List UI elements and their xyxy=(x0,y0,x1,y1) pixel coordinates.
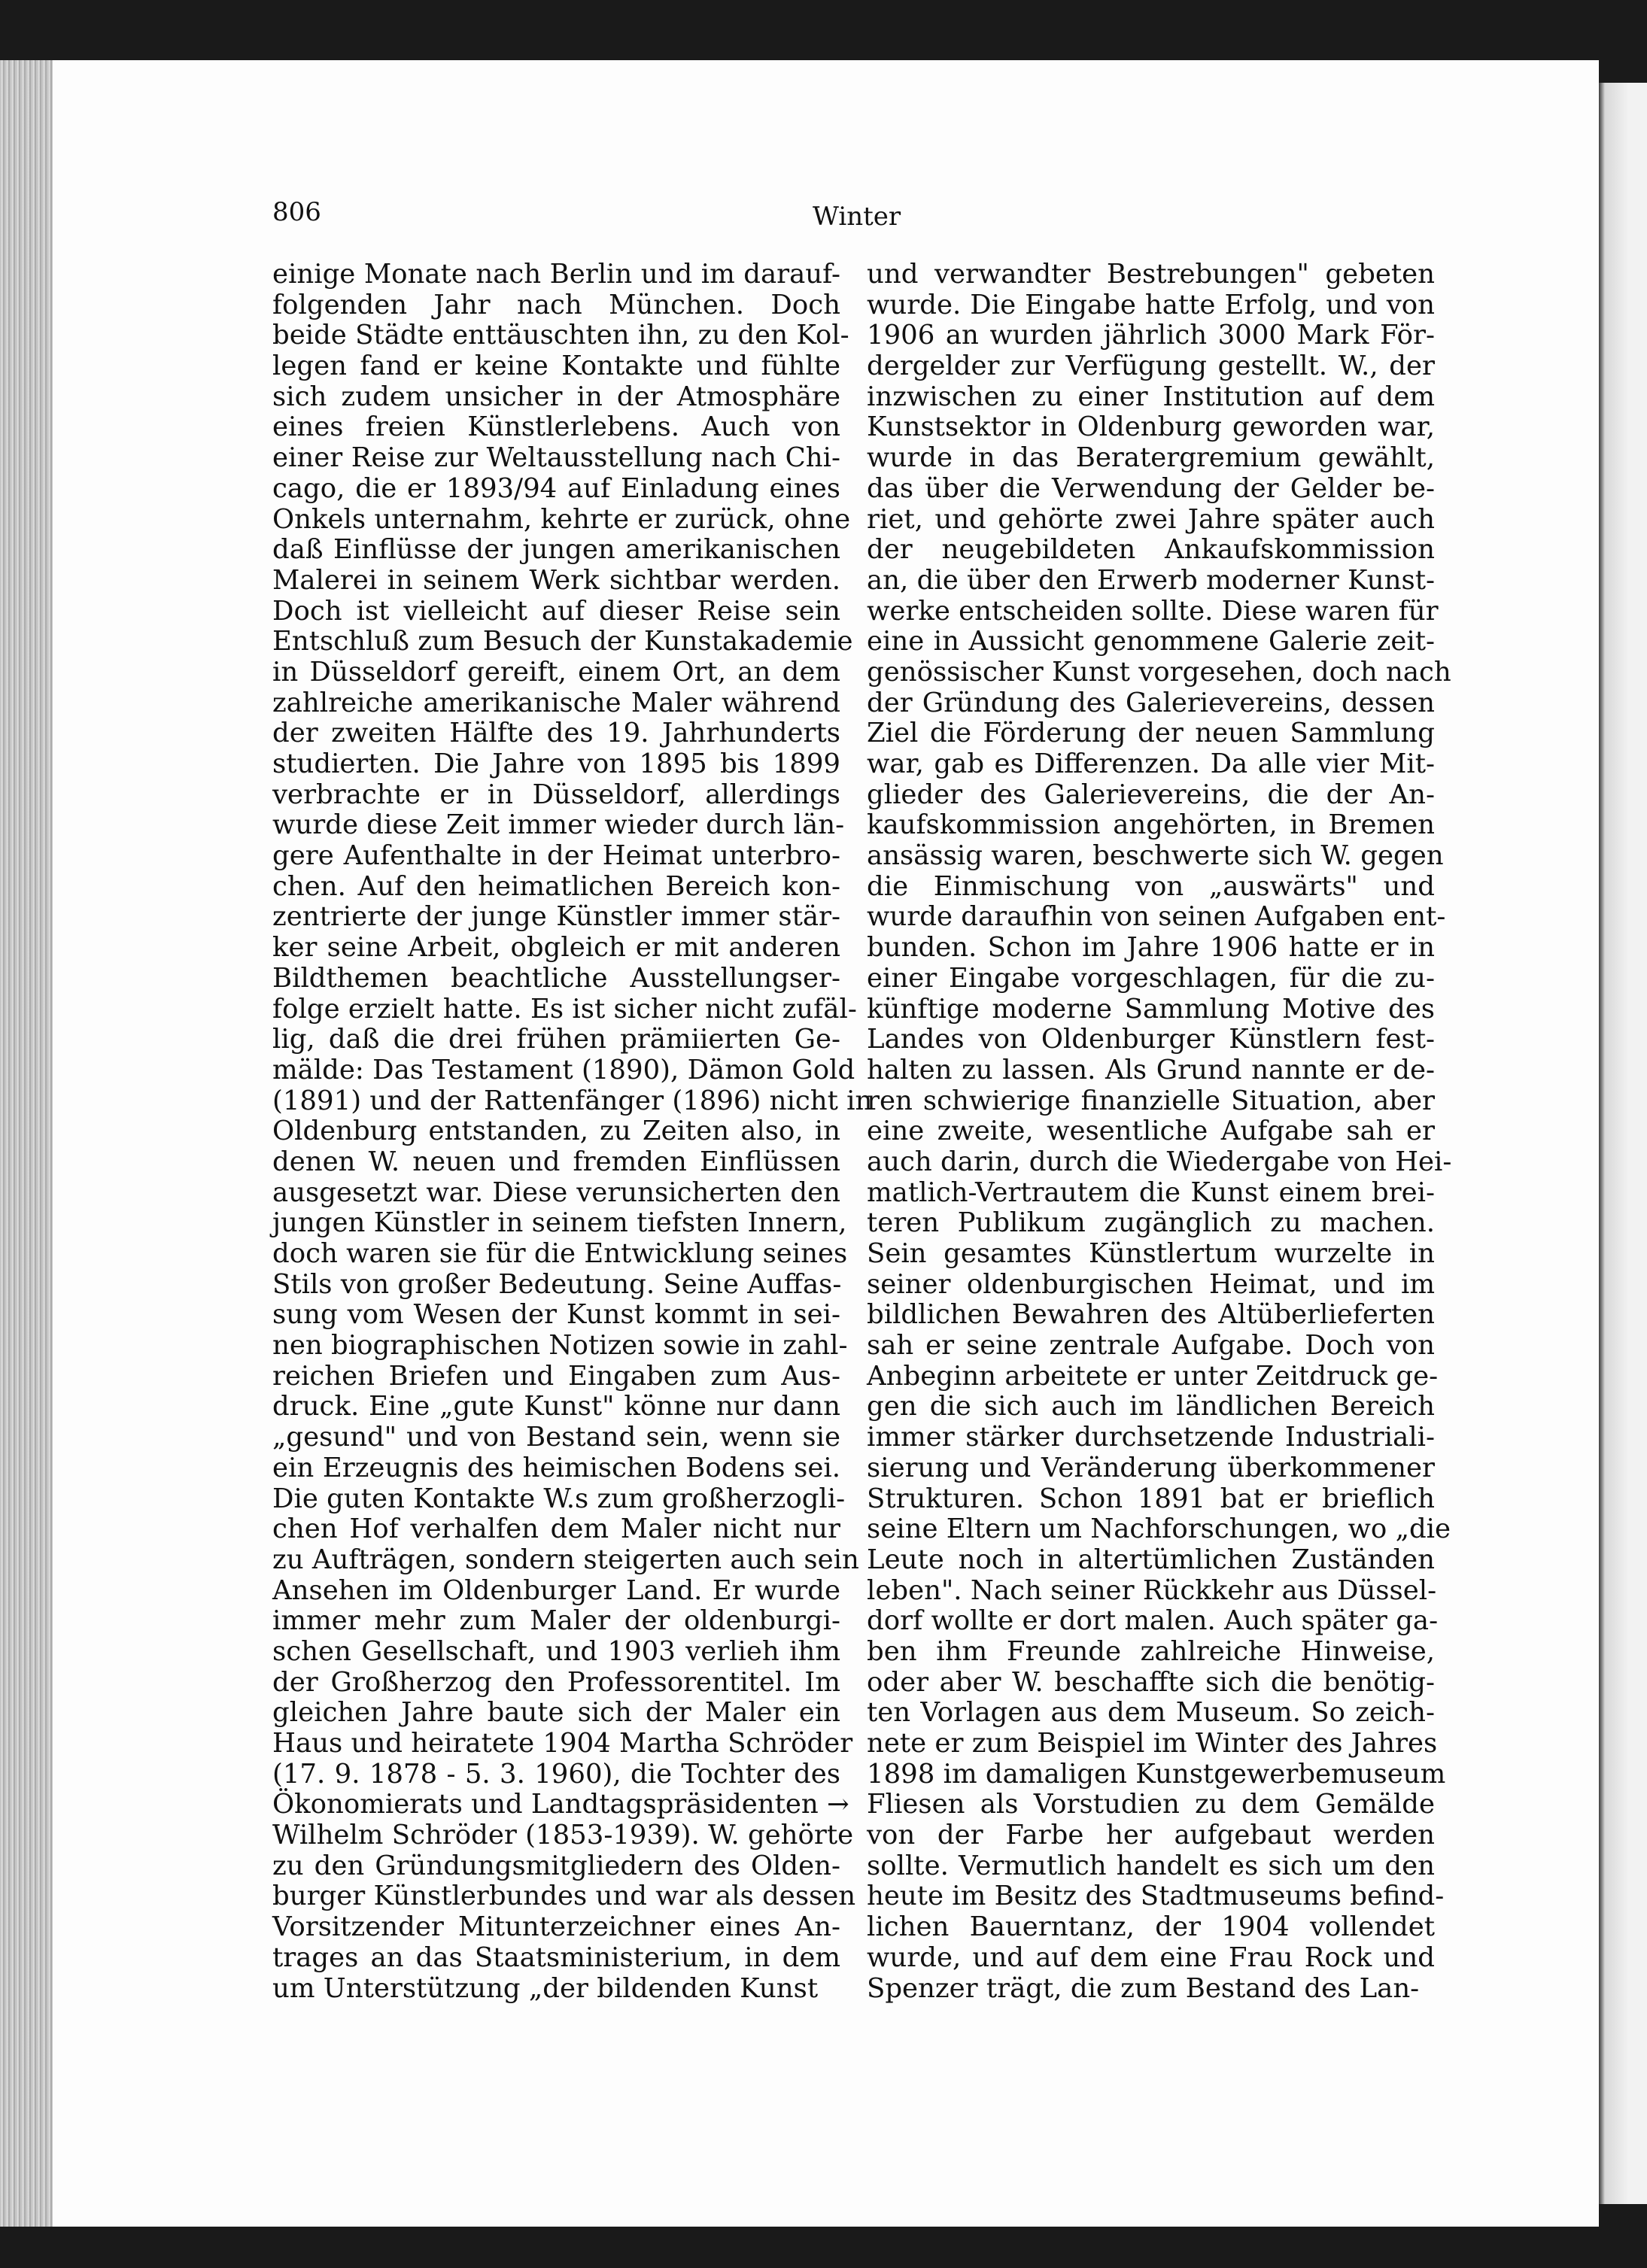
running-head: Winter xyxy=(813,202,901,232)
text-line: Leute noch in altertümlichen Zuständen xyxy=(867,1544,1435,1575)
text-line: denen W. neuen und fremden Einflüssen xyxy=(272,1146,840,1177)
text-line: Landes von Oldenburger Künstlern fest- xyxy=(867,1024,1435,1055)
right-text-column xyxy=(867,259,1452,2004)
text-line: sollte. Vermutlich handelt es sich um den xyxy=(867,1850,1435,1881)
text-line: Malerei in seinem Werk sichtbar werden. xyxy=(272,564,840,596)
text-line: mälde: Das Testament (1890), Dämon Gold xyxy=(272,1054,855,1085)
text-line: gen die sich auch im ländlichen Bereich xyxy=(867,1391,1435,1422)
left-text-column xyxy=(272,259,873,2004)
text-line: halten zu lassen. Als Grund nannte er de- xyxy=(867,1054,1435,1085)
text-line: reichen Briefen und Eingaben zum Aus- xyxy=(272,1360,840,1392)
text-line: oder aber W. beschaffte sich die benötig- xyxy=(867,1666,1435,1698)
text-line: bunden. Schon im Jahre 1906 hatte er in xyxy=(867,932,1435,964)
text-line: cago, die er 1893/94 auf Einladung eines xyxy=(272,472,840,504)
text-line: Spenzer trägt, die zum Bestand des Lan- xyxy=(867,1972,1420,2004)
text-line: werke entscheiden sollte. Diese waren für xyxy=(867,595,1439,627)
text-line: chen. Auf den heimatlichen Bereich kon- xyxy=(272,870,840,902)
text-line: zu den Gründungsmitgliedern des Olden- xyxy=(272,1850,840,1881)
facing-page-edge xyxy=(1599,83,1647,2204)
text-line: ansässig waren, beschwerte sich W. gegen xyxy=(867,840,1444,872)
text-line: ein Erzeugnis des heimischen Bodens sei. xyxy=(272,1452,840,1483)
text-line: gere Aufenthalte in der Heimat unterbro- xyxy=(272,840,840,872)
text-line: heute im Besitz des Stadtmuseums befind- xyxy=(867,1881,1445,1912)
text-line: der zweiten Hälfte des 19. Jahrhunderts xyxy=(272,718,840,749)
text-line: beide Städte enttäuschten ihn, zu den Kol- xyxy=(272,320,849,351)
text-line: und verwandter Bestrebungen" gebeten xyxy=(867,259,1435,290)
text-line: ten Vorlagen aus dem Museum. So zeich- xyxy=(867,1697,1435,1729)
text-line: wurde diese Zeit immer wieder durch län- xyxy=(272,809,845,841)
text-line: lig, daß die drei frühen prämiierten Ge- xyxy=(272,1024,840,1055)
page-number: 806 xyxy=(272,197,321,227)
text-line: der Gründung des Galerievereins, dessen xyxy=(867,687,1435,718)
text-line: nete er zum Beispiel im Winter des Jahres xyxy=(867,1728,1438,1759)
text-line: zahlreiche amerikanische Maler während xyxy=(272,687,840,718)
text-line: seine Eltern um Nachforschungen, wo „die xyxy=(867,1514,1451,1545)
text-line: schen Gesellschaft, und 1903 verlieh ihm xyxy=(272,1635,840,1667)
text-line: Haus und heiratete 1904 Martha Schröder xyxy=(272,1728,853,1759)
text-line: dergelder zur Verfügung gestellt. W., der xyxy=(867,351,1435,382)
text-line: zu Aufträgen, sondern steigerten auch sein xyxy=(272,1544,859,1575)
text-line: immer stärker durchsetzende Industriali- xyxy=(867,1422,1435,1453)
text-line: folgenden Jahr nach München. Doch xyxy=(272,289,840,320)
text-line: wurde, und auf dem eine Frau Rock und xyxy=(867,1942,1435,1973)
text-line: Stils von großer Bedeutung. Seine Auffas- xyxy=(272,1268,842,1300)
text-line: ausgesetzt war. Diese verunsicherten den xyxy=(272,1177,840,1208)
text-line: burger Künstlerbundes und war als dessen xyxy=(272,1881,856,1912)
text-line: 1898 im damaligen Kunstgewerbemuseum xyxy=(867,1758,1446,1790)
text-line: immer mehr zum Maler der oldenburgi- xyxy=(272,1605,840,1637)
text-line: eines freien Künstlerlebens. Auch von xyxy=(272,411,840,443)
text-line: teren Publikum zugänglich zu machen. xyxy=(867,1207,1435,1239)
text-line: Die guten Kontakte W.s zum großherzogli- xyxy=(272,1483,846,1514)
text-line: der neugebildeten Ankaufskommission xyxy=(867,534,1435,566)
text-line: jungen Künstler in seinem tiefsten Innern, xyxy=(272,1207,847,1239)
text-line: eine in Aussicht genommene Galerie zeit- xyxy=(867,626,1435,657)
text-line: sah er seine zentrale Aufgabe. Doch von xyxy=(867,1330,1435,1362)
text-line: einer Reise zur Weltausstellung nach Chi- xyxy=(272,442,840,474)
text-line: Ziel die Förderung der neuen Sammlung xyxy=(867,718,1435,749)
text-line: Onkels unternahm, kehrte er zurück, ohne xyxy=(272,503,851,535)
text-line: ker seine Arbeit, obgleich er mit anderen xyxy=(272,932,840,964)
text-line: glieder des Galerievereins, die der An- xyxy=(867,779,1435,810)
text-line: das über die Verwendung der Gelder be- xyxy=(867,472,1435,504)
text-line: wurde. Die Eingabe hatte Erfolg, und von xyxy=(867,289,1435,320)
text-line: war, gab es Differenzen. Da alle vier Mit- xyxy=(867,748,1435,779)
text-line: die Einmischung von „auswärts" und xyxy=(867,870,1435,902)
text-line: sung vom Wesen der Kunst kommt in sei- xyxy=(272,1299,840,1331)
text-line: Fliesen als Vorstudien zu dem Gemälde xyxy=(867,1789,1435,1820)
text-line: matlich-Vertrautem die Kunst einem brei- xyxy=(867,1177,1435,1208)
text-line: ben ihm Freunde zahlreiche Hinweise, xyxy=(867,1635,1435,1667)
text-line: Oldenburg entstanden, zu Zeiten also, in xyxy=(272,1116,840,1147)
text-line: Kunstsektor in Oldenburg geworden war, xyxy=(867,411,1435,443)
text-line: Doch ist vielleicht auf dieser Reise sein xyxy=(272,595,840,627)
text-line: leben". Nach seiner Rückkehr aus Düssel- xyxy=(867,1574,1437,1606)
text-line: Anbeginn arbeitete er unter Zeitdruck ge- xyxy=(867,1360,1439,1392)
text-line: dorf wollte er dort malen. Auch später ga- xyxy=(867,1605,1439,1637)
text-line: (1891) und der Rattenfänger (1896) nicht in xyxy=(272,1085,873,1116)
text-line: kaufskommission angehörten, in Bremen xyxy=(867,809,1435,841)
text-line: studierten. Die Jahre von 1895 bis 1899 xyxy=(272,748,840,779)
text-line: Bildthemen beachtliche Ausstellungser- xyxy=(272,962,840,994)
text-line: künftige moderne Sammlung Motive des xyxy=(867,993,1435,1025)
text-line: von der Farbe her aufgebaut werden xyxy=(867,1820,1435,1851)
text-line: Strukturen. Schon 1891 bat er brieflich xyxy=(867,1483,1435,1514)
text-line: sierung und Veränderung überkommener xyxy=(867,1452,1435,1483)
text-line: genössischer Kunst vorgesehen, doch nach xyxy=(867,656,1451,688)
text-line: auch darin, durch die Wiedergabe von Hei- xyxy=(867,1146,1452,1177)
text-line: eine zweite, wesentliche Aufgabe sah er xyxy=(867,1116,1435,1147)
text-line: der Großherzog den Professorentitel. Im xyxy=(272,1666,840,1698)
text-line: Wilhelm Schröder (1853-1939). W. gehörte xyxy=(272,1820,854,1851)
text-line: einer Eingabe vorgeschlagen, für die zu- xyxy=(867,962,1435,994)
text-line: um Unterstützung „der bildenden Kunst xyxy=(272,1972,819,2004)
text-line: seiner oldenburgischen Heimat, und im xyxy=(867,1268,1435,1300)
text-line: ren schwierige finanzielle Situation, aber xyxy=(867,1085,1435,1116)
text-line: an, die über den Erwerb moderner Kunst- xyxy=(867,564,1435,596)
text-line: folge erzielt hatte. Es ist sicher nicht zufäl- xyxy=(272,993,857,1025)
text-line: riet, und gehörte zwei Jahre später auch xyxy=(867,503,1435,535)
text-line: zentrierte der junge Künstler immer stär- xyxy=(272,901,840,933)
text-line: bildlichen Bewahren des Altüberlieferten xyxy=(867,1299,1435,1331)
text-line: in Düsseldorf gereift, einem Ort, an dem xyxy=(272,656,840,688)
text-line: Vorsitzender Mitunterzeichner eines An- xyxy=(272,1911,840,1943)
text-line: „gesund" und von Bestand sein, wenn sie xyxy=(272,1422,840,1453)
text-line: wurde daraufhin von seinen Aufgaben ent- xyxy=(867,901,1446,933)
text-line: Sein gesamtes Künstlertum wurzelte in xyxy=(867,1238,1435,1269)
text-line: einige Monate nach Berlin und im darauf- xyxy=(272,259,840,290)
text-line: verbrachte er in Düsseldorf, allerdings xyxy=(272,779,840,810)
text-line: daß Einflüsse der jungen amerikanischen xyxy=(272,534,840,566)
text-line: druck. Eine „gute Kunst" könne nur dann xyxy=(272,1391,840,1422)
text-line: Ansehen im Oldenburger Land. Er wurde xyxy=(272,1574,840,1606)
text-line: gleichen Jahre baute sich der Maler ein xyxy=(272,1697,840,1729)
text-line: Entschluß zum Besuch der Kunstakademie xyxy=(272,626,853,657)
text-line: wurde in das Beratergremium gewählt, xyxy=(867,442,1435,474)
text-line: sich zudem unsicher in der Atmosphäre xyxy=(272,381,840,412)
text-line: lichen Bauerntanz, der 1904 vollendet xyxy=(867,1911,1435,1943)
text-line: 1906 an wurden jährlich 3000 Mark För- xyxy=(867,320,1435,351)
text-line: doch waren sie für die Entwicklung seines xyxy=(272,1238,848,1269)
text-line: nen biographischen Notizen sowie in zahl- xyxy=(272,1330,848,1362)
text-line: trages an das Staatsministerium, in dem xyxy=(272,1942,840,1973)
text-line: legen fand er keine Kontakte und fühlte xyxy=(272,351,840,382)
text-line: chen Hof verhalfen dem Maler nicht nur xyxy=(272,1514,840,1545)
text-line: (17. 9. 1878 - 5. 3. 1960), die Tochter des xyxy=(272,1758,840,1790)
text-line: inzwischen zu einer Institution auf dem xyxy=(867,381,1435,412)
text-line: Ökonomierats und Landtagspräsidenten → xyxy=(272,1789,849,1820)
